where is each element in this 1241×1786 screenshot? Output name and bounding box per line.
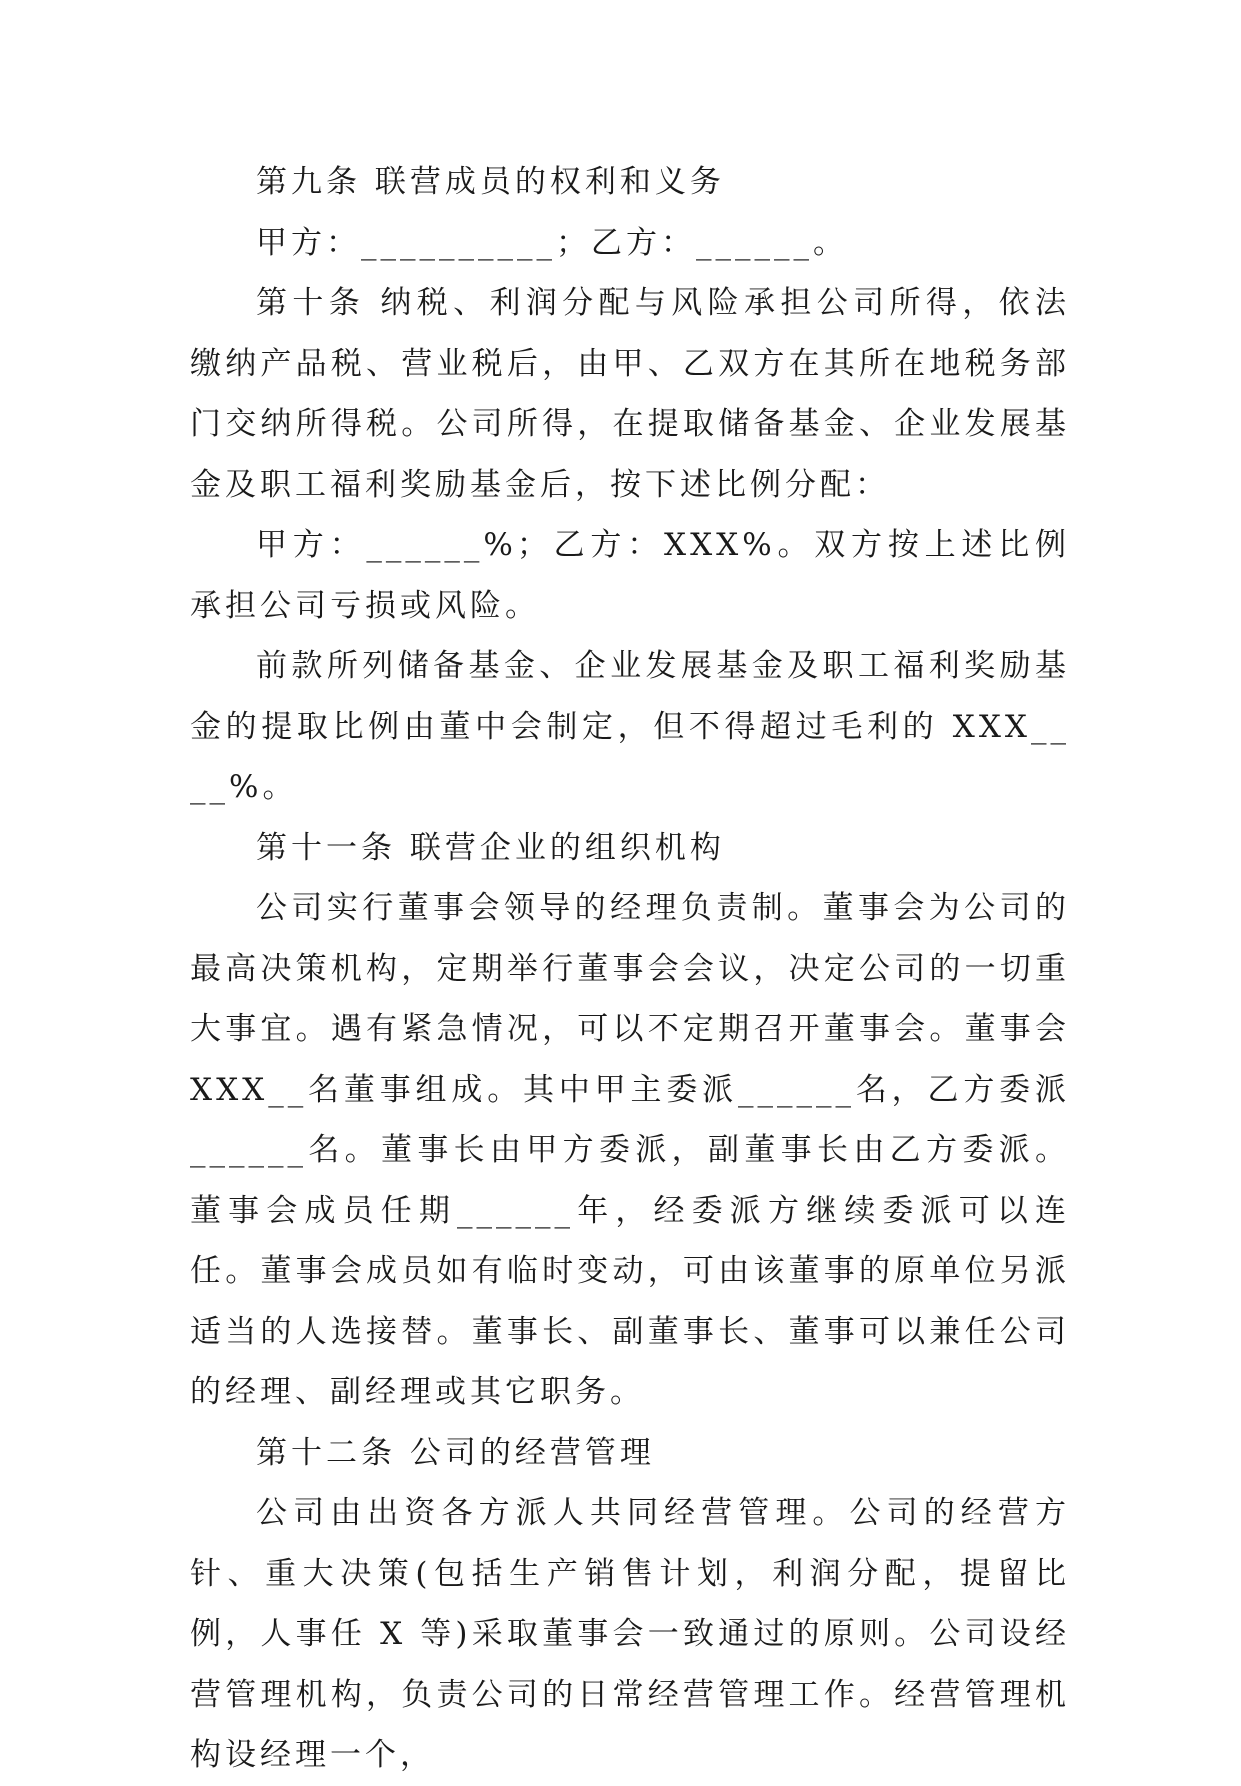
article-11-heading: 第十一条 联营企业的组织机构	[256, 829, 725, 866]
article-11-body: 公司实行董事会领导的经理负责制。董事会为公司的最高决策机构，定期举行董事会会议，决定公司的一切重大事宜。遇有紧急情况，可以不定期召开董事会。董事会 XXX__名董事组成。其中甲主委派______名，乙方委派______名。董事长由甲方委派，副董事长由乙方委派。董事会成员任期______年，经委派方继续委派可以连任。董事会成员如有临时变动，可由该董事的原单位另派适当的人选接替。董事长、副董事长、董事可以兼任公司的经理、副经理或其它职务。	[190, 890, 1070, 1410]
article-12-body: 公司由出资各方派人共同经营管理。公司的经营方针、重大决策(包括生产销售计划，利润分配，提留比例，人事任 X 等)采取董事会一致通过的原则。公司设经营管理机构，负责公司的日常经营管理工作。经营管理机构设经理一个，	[190, 1495, 1070, 1773]
article-12-heading: 第十二条 公司的经营管理	[256, 1434, 655, 1471]
article-9-heading: 第九条 联营成员的权利和义务	[256, 164, 725, 200]
article-10-funds: 前款所列储备基金、企业发展基金及职工福利奖励基金的提取比例由董中会制定，但不得超过毛利的 XXX____%。	[190, 648, 1070, 805]
article-10-ratio: 甲方：______%；乙方：XXX%。双方按上述比例承担公司亏损或风险。	[190, 527, 1070, 624]
article-10-body: 第十条 纳税、利润分配与风险承担公司所得，依法缴纳产品税、营业税后，由甲、乙双方在其所在地税务部门交纳所得税。公司所得，在提取储备基金、企业发展基金及职工福利奖励基金后，按下述比例分配：	[190, 285, 1070, 503]
article-9-parties: 甲方：__________；乙方：______。	[256, 224, 848, 261]
document-page	[190, 152, 1070, 1786]
